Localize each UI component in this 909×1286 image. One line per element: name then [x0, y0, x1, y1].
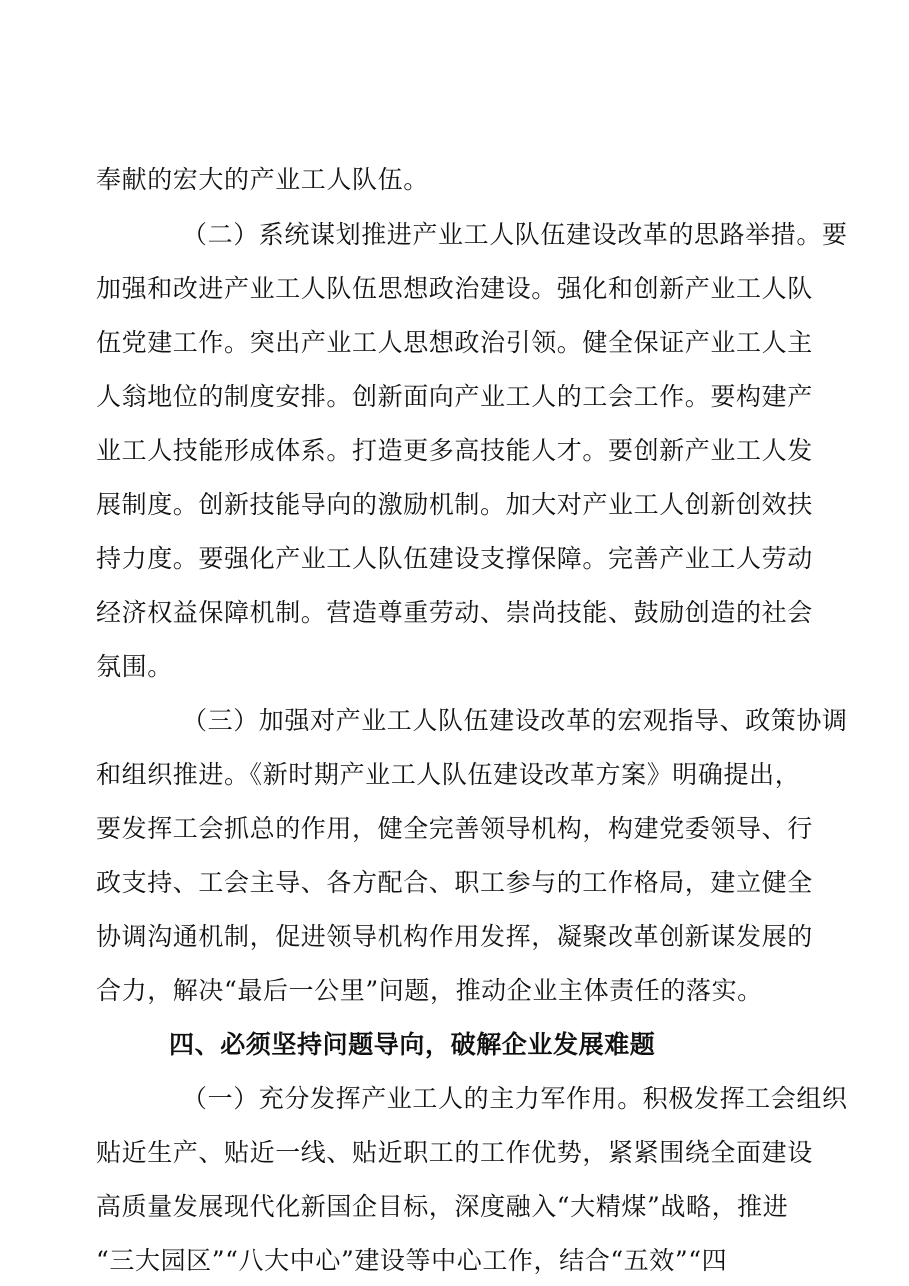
text-line: 贴近生产、贴近一线、贴近职工的工作优势，紧紧围绕全面建设	[96, 1138, 813, 1167]
text-line: “三大园区”“八大中心”建设等中心工作，结合“五效”“四	[96, 1246, 728, 1275]
text-line: （三）加强对产业工人队伍建设改革的宏观指导、政策协调	[182, 706, 848, 735]
text-line: 要发挥工会抓总的作用，健全完善领导机构，构建党委领导、行	[96, 814, 813, 843]
text-line: 展制度。创新技能导向的激励机制。加大对产业工人创新创效扶	[96, 490, 813, 519]
text-line: 氛围。	[96, 652, 173, 681]
text-line: 经济权益保障机制。营造尊重劳动、崇尚技能、鼓励创造的社会	[96, 598, 813, 627]
text-line: 持力度。要强化产业工人队伍建设支撑保障。完善产业工人劳动	[96, 544, 813, 573]
section-heading: 四、必须坚持问题导向，破解企业发展难题	[169, 1030, 656, 1059]
text-line: 业工人技能形成体系。打造更多高技能人才。要创新产业工人发	[96, 436, 813, 465]
text-line: 加强和改进产业工人队伍思想政治建设。强化和创新产业工人队	[96, 274, 813, 303]
text-line: 人翁地位的制度安排。创新面向产业工人的工会工作。要构建产	[96, 382, 813, 411]
text-line: 合力，解决“最后一公里”问题，推动企业主体责任的落实。	[96, 976, 763, 1005]
text-line: 奉献的宏大的产业工人队伍。	[96, 165, 429, 194]
text-line: 协调沟通机制，促进领导机构作用发挥，凝聚改革创新谋发展的	[96, 922, 813, 951]
text-line: （二）系统谋划推进产业工人队伍建设改革的思路举措。要	[182, 220, 848, 249]
text-line: 和组织推进。《新时期产业工人队伍建设改革方案》明确提出，	[96, 760, 801, 789]
text-line: 政支持、工会主导、各方配合、职工参与的工作格局，建立健全	[96, 868, 813, 897]
text-line: 高质量发展现代化新国企目标，深度融入“大精煤”战略，推进	[96, 1192, 789, 1221]
text-line: （一）充分发挥产业工人的主力军作用。积极发挥工会组织	[182, 1084, 848, 1113]
text-line: 伍党建工作。突出产业工人思想政治引领。健全保证产业工人主	[96, 328, 813, 357]
